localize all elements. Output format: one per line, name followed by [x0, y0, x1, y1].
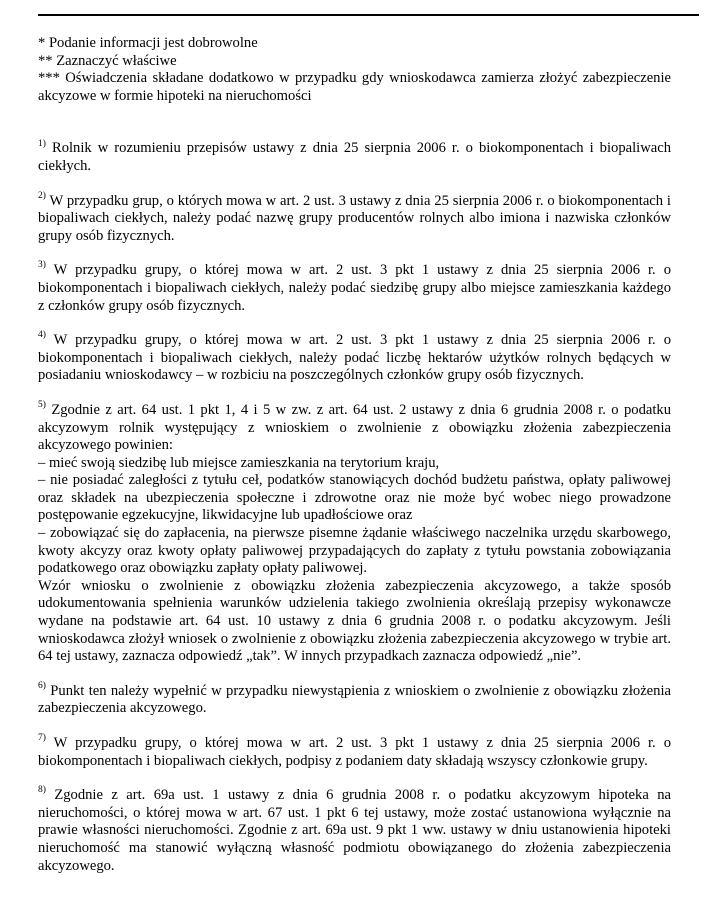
- footnote-marker: 7): [38, 733, 46, 744]
- footnote-continuation: Wzór wniosku o zwolnienie z obowiązku złożenia zabezpieczenia akcyzowego, a także sposób udokumentowania spełnienia warunków udzielenia takiego zwolnienia określają przepisy wykonawcze wydane na podstawie art. 64 ust. 10 ustawy z dnia 6 grudnia 2008 r. o podatku akcyzowym. Jeśli wnioskodawca złożył wniosek o zwolnienie z obowiązku złożenia zabezpieczenia akcyzowego w trybie art. 64 tej ustawy, zaznacza odpowiedź „tak”. W innych przypadkach zaznacza odpowiedź „nie”.: [38, 577, 671, 665]
- footnote-3: [38, 262, 671, 315]
- footnote-6: [38, 680, 671, 718]
- footnote-bullet: – zobowiązać się do zapłacenia, na pierwsze pisemne żądanie właściwego naczelnika urzędu skarbowego, kwoty akcyzy oraz kwoty opłaty paliwowej przypadających do zapłaty z tytułu powstania zobowiązania podatkowego oraz obowiązku zapłaty opłaty paliwowej.: [38, 525, 671, 577]
- footnote-2: [38, 190, 671, 246]
- footnote-text: W przypadku grupy, o której mowa w art. 2 ust. 3 pkt 1 ustawy z dnia 25 sierpnia 2006 r. o biokomponentach i biopaliwach ciekłych, podpisy z podaniem daty składają wszyscy członkowie grupy.: [38, 735, 671, 769]
- footnote-text: Rolnik w rozumieniu przepisów ustawy z dnia 25 sierpnia 2006 r. o biokomponentach i biopaliwach ciekłych.: [38, 140, 671, 174]
- footnote-7: [38, 735, 671, 770]
- footnote-5: [38, 402, 671, 666]
- header-note-mortgage-declaration: *** Oświadczenia składane dodatkowo w przypadku gdy wnioskodawca zamierza złożyć zabezpieczenie akcyzowe w formie hipoteki na nieruchomości: [38, 70, 671, 104]
- footnote-text: Punkt ten należy wypełnić w przypadku niewystąpienia z wnioskiem o zwolnienie z obowiązku złożenia zabezpieczenia akcyzowego.: [38, 682, 671, 717]
- footnote-bullet: – nie posiadać zaległości z tytułu ceł, podatków stanowiących dochód budżetu państwa, opłaty paliwowej oraz składek na ubezpieczenia społeczne i zdrowotne oraz nie może być wobec niego prowadzone postępowanie egzekucyjne, likwidacyjne lub upadłościowe oraz: [38, 472, 671, 524]
- footnote-bullet: – mieć swoją siedzibę lub miejsce zamieszkania na terytorium kraju,: [38, 454, 440, 471]
- footnote-marker: 3): [38, 260, 46, 271]
- footnote-marker: 4): [38, 330, 46, 341]
- footnote-8: [38, 787, 671, 875]
- footnote-text: Zgodnie z art. 69a ust. 1 ustawy z dnia 6 grudnia 2008 r. o podatku akcyzowym hipoteka na nieruchomości, o której mowa w art. 67 ust. 1 pkt 6 tej ustawy, może zostać ustanowiona wyłącznie na prawie własności nieruchomości. Zgodnie z art. 69a ust. 9 pkt 1 ww. ustawy w dniu ustanowienia hipoteki nieruchomość ma stanowić wyłączną własność podmiotu obowiązanego do złożenia zabezpieczenia akcyzowego.: [38, 787, 671, 874]
- footnote-text: W przypadku grup, o których mowa w art. 2 ust. 3 ustawy z dnia 25 sierpnia 2006 r. o biokomponentach i biopaliwach ciekłych, należy podać nazwę grupy producentów rolnych albo imiona i nazwiska członków grupy osób fizycznych.: [38, 192, 671, 244]
- footnote-marker: 2): [38, 190, 46, 201]
- header-note-mark-applicable: ** Zaznaczyć właściwe: [38, 52, 177, 69]
- footnote-marker: 5): [38, 400, 46, 411]
- footnote-4: [38, 332, 671, 385]
- footnote-marker: 8): [38, 785, 46, 796]
- footnote-1: [38, 140, 671, 175]
- footnote-text: Zgodnie z art. 64 ust. 1 pkt 1, 4 i 5 w zw. z art. 64 ust. 2 ustawy z dnia 6 grudnia 2008 r. o podatku akcyzowym rolnik występujący z wnioskiem o zwolnienie z obowiązku złożenia zabezpieczenia akcyzowego powinien:: [38, 401, 671, 454]
- top-rule: [38, 14, 699, 16]
- document-content: [38, 35, 671, 875]
- footnote-marker: 1): [38, 138, 46, 149]
- footnote-text: W przypadku grupy, o której mowa w art. 2 ust. 3 pkt 1 ustawy z dnia 25 sierpnia 2006 r. o biokomponentach i biopaliwach ciekłych, należy podać liczbę hektarów użytków rolnych będących w posiadaniu wnioskodawcy – w rozbiciu na poszczególnych członków grupy osób fizycznych.: [38, 332, 671, 384]
- footnote-marker: 6): [38, 680, 46, 691]
- footnote-text: W przypadku grupy, o której mowa w art. 2 ust. 3 pkt 1 ustawy z dnia 25 sierpnia 2006 r. o biokomponentach i biopaliwach ciekłych, należy podać siedzibę grupy albo miejsce zamieszkania każdego z członków grupy osób fizycznych.: [38, 262, 671, 314]
- header-note-optional: * Podanie informacji jest dobrowolne: [38, 35, 258, 51]
